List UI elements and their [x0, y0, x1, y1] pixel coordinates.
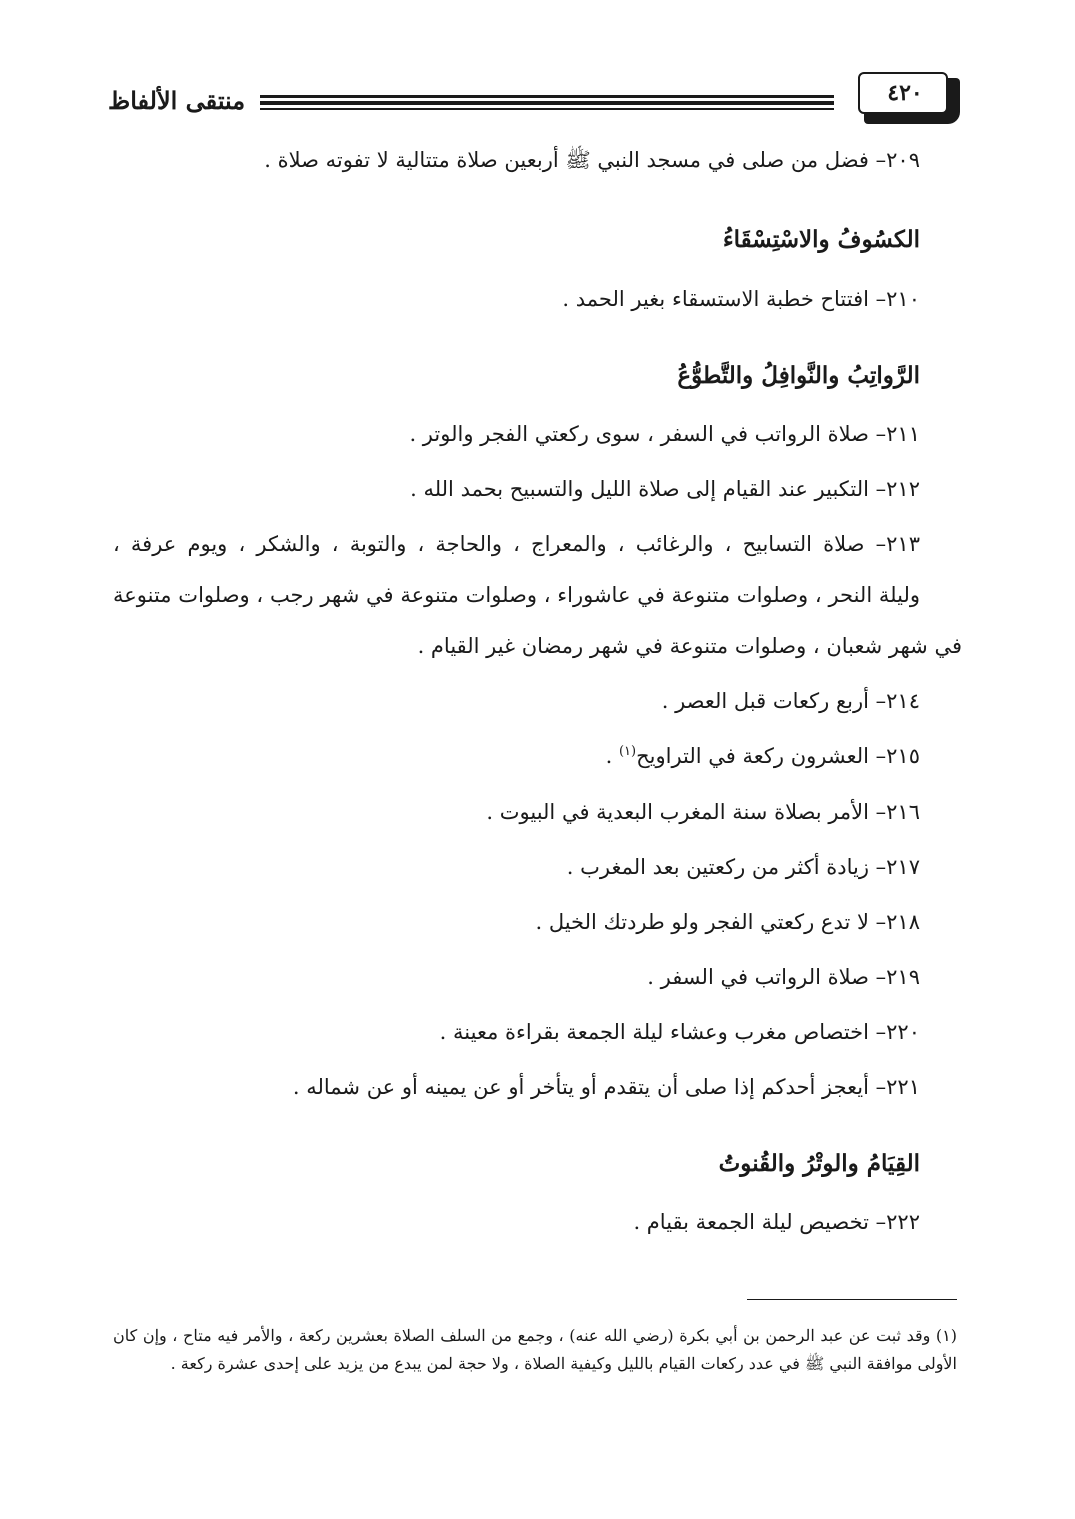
footnote-separator: [747, 1299, 957, 1300]
header-rule: [260, 108, 834, 110]
list-item-213-line-1: ٢١٣– صلاة التسابيح ، والرغائب ، والمعراج ، والحاجة ، والتوبة ، والشكر ، ويوم عرفة ،: [113, 532, 920, 556]
section-heading-supererogatory: الرَّواتِبُ والنَّوافِلُ والتَّطوُّعُ: [677, 362, 920, 389]
footnote-marker[interactable]: (١): [618, 744, 637, 759]
section-heading-eclipse-rain: الكسُوفُ والاسْتِسْقَاءُ: [722, 226, 920, 253]
list-item-210: ٢١٠– افتتاح خطبة الاستسقاء بغير الحمد .: [562, 287, 920, 311]
page-number: ٤٢٠: [887, 80, 923, 106]
book-title: منتقى الألفاظ: [108, 86, 246, 115]
page-number-box: [858, 72, 948, 114]
page-header: [108, 72, 964, 132]
list-item-220: ٢٢٠– اختصاص مغرب وعشاء ليلة الجمعة بقراءة معينة .: [439, 1020, 920, 1044]
list-item-215-text: ٢١٥– العشرون ركعة في التراويح: [636, 744, 920, 768]
header-rule: [260, 95, 834, 98]
list-item-214: ٢١٤– أربع ركعات قبل العصر .: [661, 689, 920, 713]
list-item-218: ٢١٨– لا تدع ركعتي الفجر ولو طردتك الخيل .: [535, 910, 920, 934]
list-item-211: ٢١١– صلاة الرواتب في السفر ، سوى ركعتي الفجر والوتر .: [409, 422, 920, 446]
list-item-219: ٢١٩– صلاة الرواتب في السفر .: [647, 965, 920, 989]
list-item-209: ٢٠٩– فضل من صلى في مسجد النبي ﷺ أربعين صلاة متتالية لا تفوته صلاة .: [264, 148, 920, 172]
header-rule: [260, 101, 834, 105]
section-heading-night-prayer: القِيَامُ والوتْرُ والقُنوتُ: [718, 1150, 920, 1177]
list-item-215-end: .: [605, 744, 619, 768]
page-number-frame: [858, 72, 960, 124]
list-item-213-line-2: وليلة النحر ، وصلوات متنوعة في عاشوراء ، وصلوات متنوعة في شهر رجب ، وصلوات متنوعة: [113, 583, 920, 607]
footnote-1: (١) وقد ثبت عن عبد الرحمن بن أبي بكرة (رضي الله عنه) ، وجمع من السلف الصلاة بعشرين ركعة ، والأمر فيه متاح ، وإن كان الأولى موافقة النبي ﷺ في عدد ركعات القيام بالليل وكيفية الصلاة ، ولا حجة لمن يبدع من يزيد على إحدى عشرة ركعة .: [113, 1326, 957, 1373]
list-item-216: ٢١٦– الأمر بصلاة سنة المغرب البعدية في البيوت .: [486, 800, 920, 824]
list-item-213-line-3: في شهر شعبان ، وصلوات متنوعة في شهر رمضان غير القيام .: [417, 634, 962, 658]
list-item-217: ٢١٧– زيادة أكثر من ركعتين بعد المغرب .: [566, 855, 920, 879]
list-item-222: ٢٢٢– تخصيص ليلة الجمعة بقيام .: [633, 1210, 920, 1234]
list-item-212: ٢١٢– التكبير عند القيام إلى صلاة الليل والتسبيح بحمد الله .: [410, 477, 920, 501]
list-item-215: [108, 741, 920, 771]
list-item-221: ٢٢١– أيعجز أحدكم إذا صلى أن يتقدم أو يتأخر أو عن يمينه أو عن شماله .: [292, 1075, 920, 1099]
